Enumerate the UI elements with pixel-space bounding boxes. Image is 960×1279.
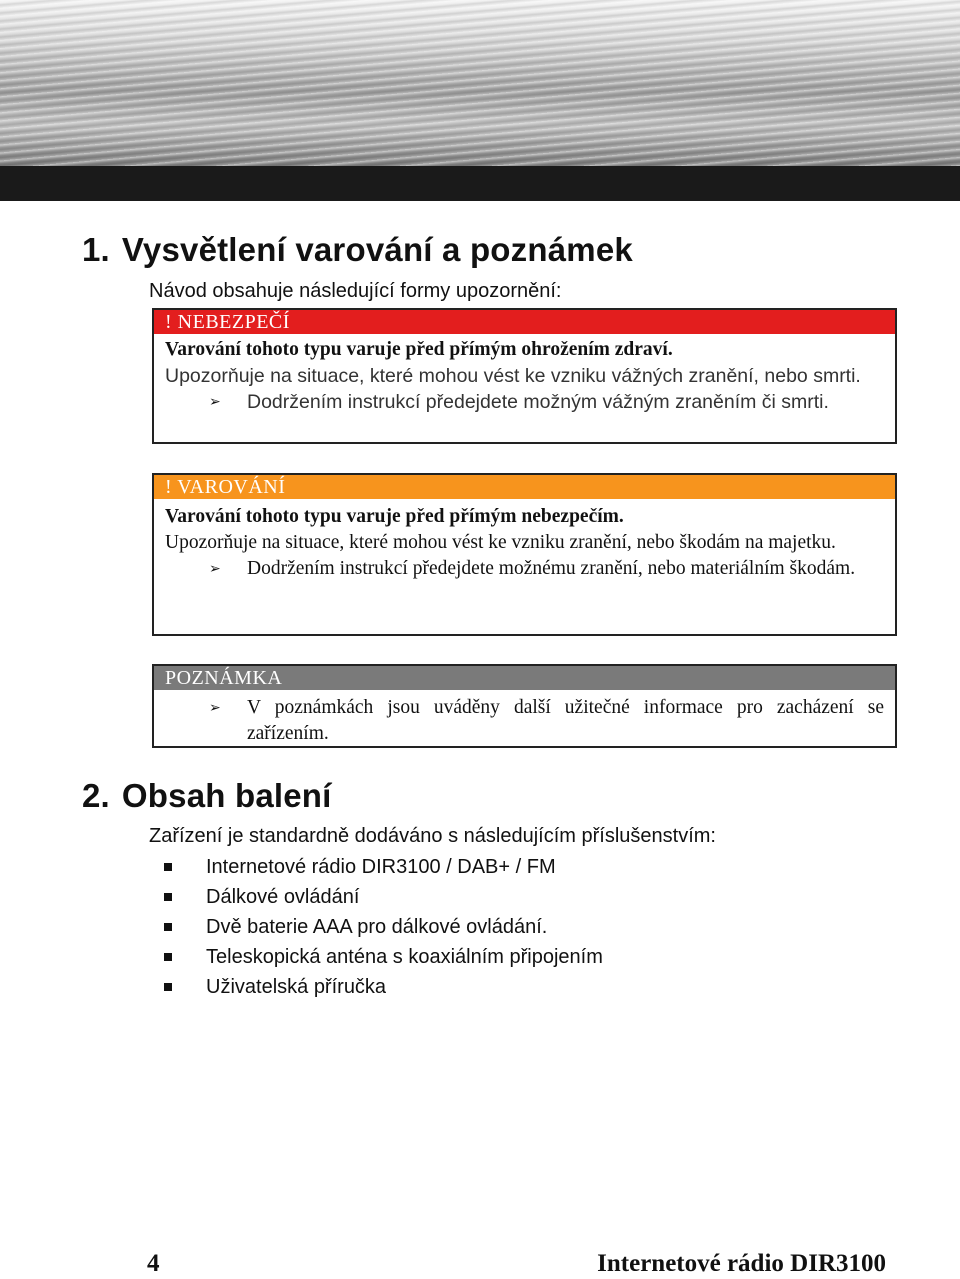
list-item	[164, 972, 603, 1002]
package-contents-list	[164, 852, 603, 1002]
note-body	[154, 690, 895, 751]
list-item	[164, 852, 603, 882]
arrow-bullet-icon: ➢	[209, 700, 221, 716]
list-item-text: Teleskopická anténa s koaxiálním připojením	[206, 946, 603, 968]
danger-box	[152, 308, 897, 444]
warning-bullet-text: Dodržením instrukcí předejdete možnému zranění, nebo materiálním škodám.	[247, 558, 856, 579]
section-2-number: 2.	[82, 777, 110, 814]
warning-box	[152, 473, 897, 636]
section-2-heading	[82, 777, 332, 815]
arrow-bullet-icon: ➢	[209, 394, 221, 410]
note-header: POZNÁMKA	[154, 666, 895, 690]
warning-bullet	[165, 556, 884, 582]
list-item-text: Uživatelská příručka	[206, 976, 387, 998]
header-metal-band	[0, 0, 960, 166]
danger-line-2: Upozorňuje na situace, které mohou vést ke vzniku vážných zranění, nebo smrti.	[165, 365, 861, 387]
list-item-text: Dálkové ovládání	[206, 886, 360, 908]
danger-body	[154, 334, 895, 419]
danger-header: ! NEBEZPEČÍ	[154, 310, 895, 334]
square-bullet-icon	[164, 893, 172, 901]
square-bullet-icon	[164, 953, 172, 961]
note-bullet	[165, 695, 884, 747]
list-item-text: Internetové rádio DIR3100 / DAB+ / FM	[206, 856, 556, 878]
header-black-bar	[0, 166, 960, 201]
warning-body	[154, 499, 895, 586]
arrow-bullet-icon: ➢	[209, 561, 221, 577]
note-bullet-text: V poznámkách jsou uváděny další užitečné informace pro zacházení se zařízením.	[247, 697, 884, 744]
square-bullet-icon	[164, 923, 172, 931]
note-box	[152, 664, 897, 748]
danger-line-1: Varování tohoto typu varuje před přímým ohrožením zdraví.	[165, 339, 673, 360]
danger-bullet	[165, 389, 884, 415]
section-1-heading	[82, 231, 633, 269]
warning-line-2: Upozorňuje na situace, které mohou vést ke vzniku zranění, nebo škodám na majetku.	[165, 532, 836, 553]
section-1-title: Vysvětlení varování a poznámek	[121, 231, 633, 268]
danger-bullet-text: Dodržením instrukcí předejdete možným vážným zraněním či smrti.	[247, 391, 829, 413]
list-item	[164, 942, 603, 972]
warning-header: ! VAROVÁNÍ	[154, 475, 895, 499]
list-item-text: Dvě baterie AAA pro dálkové ovládání.	[206, 916, 548, 938]
section-1-number: 1.	[82, 231, 110, 268]
footer-title: Internetové rádio DIR3100	[597, 1250, 886, 1277]
section-2-title: Obsah balení	[121, 777, 332, 814]
warning-line-1: Varování tohoto typu varuje před přímým nebezpečím.	[165, 506, 624, 527]
square-bullet-icon	[164, 863, 172, 871]
section-1-intro: Návod obsahuje následující formy upozornění:	[149, 280, 562, 302]
list-item	[164, 912, 603, 942]
section-2-intro: Zařízení je standardně dodáváno s následujícím příslušenstvím:	[149, 825, 716, 847]
square-bullet-icon	[164, 983, 172, 991]
list-item	[164, 882, 603, 912]
footer-page-number: 4	[147, 1250, 160, 1277]
